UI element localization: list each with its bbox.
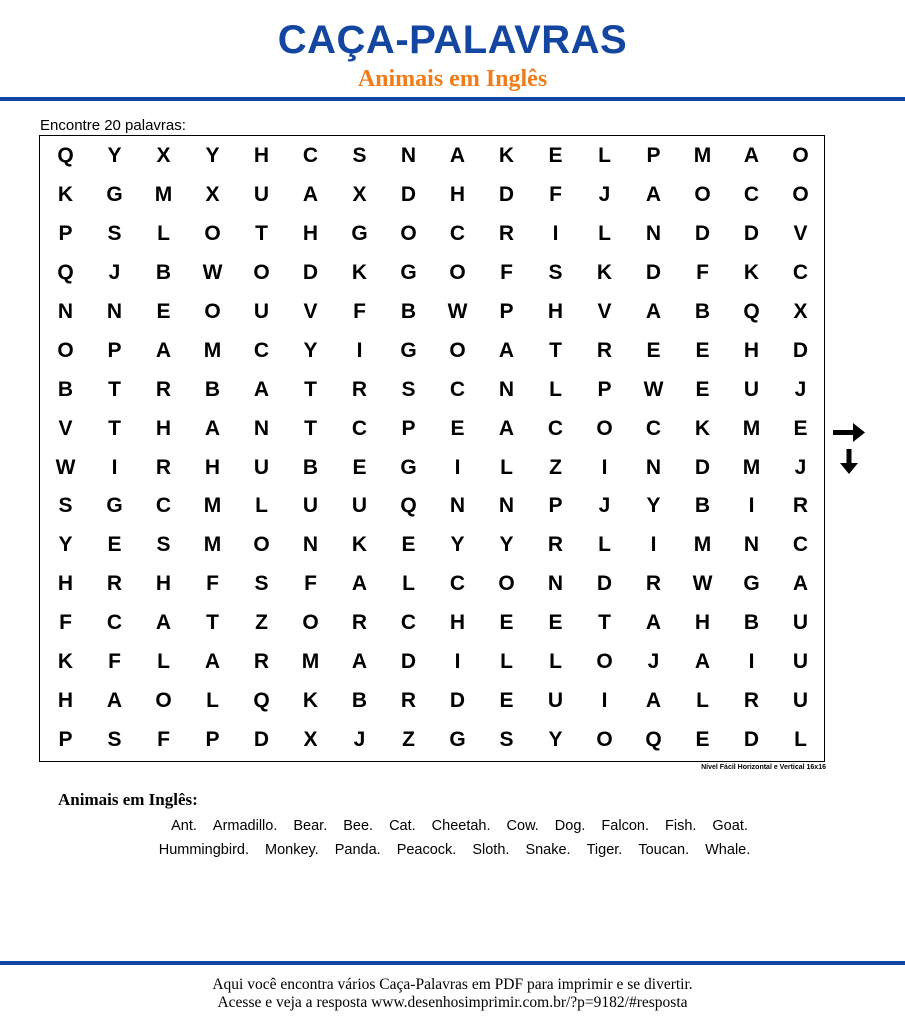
grid-letter[interactable]: E bbox=[695, 727, 710, 751]
level-label: Nível Fácil Horizontal e Vertical 16x16 bbox=[701, 764, 826, 771]
grid-letter[interactable]: N bbox=[498, 377, 515, 401]
grid-letter[interactable]: S bbox=[548, 261, 563, 285]
down-arrow-icon bbox=[831, 447, 867, 477]
grid-letter[interactable]: G bbox=[400, 261, 417, 285]
word-list-item: Bear. bbox=[293, 818, 328, 834]
grid-letter[interactable]: P bbox=[499, 300, 514, 323]
letter-grid bbox=[41, 137, 825, 759]
grid-letter[interactable]: S bbox=[107, 727, 122, 751]
grid-letter[interactable]: H bbox=[449, 183, 466, 207]
grid-letter[interactable]: O bbox=[253, 261, 270, 285]
grid-letter[interactable]: E bbox=[548, 611, 563, 635]
grid-letter[interactable]: U bbox=[253, 455, 270, 479]
grid-letter[interactable]: L bbox=[500, 650, 513, 674]
grid-letter[interactable]: K bbox=[351, 533, 368, 557]
grid-letter[interactable]: S bbox=[352, 144, 367, 168]
grid-letter[interactable]: Y bbox=[107, 144, 122, 168]
grid-letter[interactable]: A bbox=[694, 650, 711, 674]
grid-letter[interactable]: C bbox=[253, 338, 270, 362]
grid-letter[interactable]: K bbox=[57, 650, 74, 674]
grid-letter[interactable]: C bbox=[792, 261, 809, 285]
grid-letter[interactable]: B bbox=[694, 300, 711, 323]
grid-letter[interactable]: U bbox=[792, 611, 809, 635]
grid-letter[interactable]: H bbox=[449, 611, 466, 635]
grid-letter[interactable]: I bbox=[601, 455, 608, 479]
grid-letter[interactable]: C bbox=[449, 572, 466, 596]
grid-letter[interactable]: Z bbox=[549, 455, 562, 479]
right-arrow-icon bbox=[831, 418, 867, 448]
word-list-item: Goat. bbox=[712, 818, 748, 834]
grid-letter[interactable]: P bbox=[58, 222, 73, 246]
grid-letter[interactable]: L bbox=[598, 144, 611, 168]
grid-letter[interactable]: D bbox=[645, 261, 662, 285]
grid-letter[interactable]: L bbox=[157, 222, 170, 246]
grid-letter[interactable]: I bbox=[601, 688, 608, 712]
grid-letter[interactable]: D bbox=[792, 338, 809, 362]
grid-letter[interactable]: D bbox=[253, 727, 270, 751]
grid-letter[interactable]: Y bbox=[548, 727, 563, 751]
grid-letter[interactable]: A bbox=[743, 144, 760, 168]
grid-letter[interactable]: O bbox=[204, 222, 221, 246]
grid-letter[interactable]: C bbox=[449, 377, 466, 401]
grid-letter[interactable]: H bbox=[204, 455, 221, 479]
grid-letter[interactable]: K bbox=[596, 261, 613, 285]
grid-letter[interactable]: X bbox=[205, 183, 220, 207]
grid-letter[interactable]: K bbox=[694, 416, 711, 440]
grid-letter[interactable]: C bbox=[743, 183, 760, 207]
grid-letter[interactable]: I bbox=[454, 455, 461, 479]
grid-letter[interactable]: O bbox=[694, 183, 711, 207]
grid-letter[interactable]: B bbox=[57, 377, 74, 401]
grid-letter[interactable]: E bbox=[646, 338, 661, 362]
word-list-item: Monkey. bbox=[264, 842, 319, 858]
grid-letter[interactable]: R bbox=[498, 222, 515, 246]
grid-letter[interactable]: K bbox=[57, 183, 74, 207]
grid-letter[interactable]: U bbox=[547, 688, 564, 712]
grid-letter[interactable]: W bbox=[202, 261, 223, 285]
grid-letter[interactable]: D bbox=[694, 222, 711, 246]
grid-letter[interactable]: P bbox=[107, 338, 122, 362]
grid-letter[interactable]: Z bbox=[255, 611, 268, 635]
grid-letter[interactable]: L bbox=[549, 650, 562, 674]
grid-letter[interactable]: F bbox=[549, 183, 562, 207]
grid-letter[interactable]: X bbox=[156, 144, 171, 168]
grid-letter[interactable]: L bbox=[549, 377, 562, 401]
grid-letter[interactable]: R bbox=[155, 455, 172, 479]
grid-letter[interactable]: N bbox=[106, 300, 123, 323]
grid-letter[interactable]: U bbox=[792, 688, 809, 712]
grid-letter[interactable]: X bbox=[793, 300, 808, 323]
grid-letter[interactable]: V bbox=[793, 222, 808, 246]
grid-letter[interactable]: N bbox=[645, 222, 662, 246]
word-list-item: Cow. bbox=[506, 818, 539, 834]
grid-letter[interactable]: I bbox=[111, 455, 118, 479]
grid-letter[interactable]: C bbox=[400, 611, 417, 635]
grid-letter[interactable]: F bbox=[206, 572, 219, 596]
footer-divider bbox=[0, 961, 905, 965]
grid-letter[interactable]: V bbox=[58, 416, 73, 440]
grid-letter[interactable]: R bbox=[106, 572, 123, 596]
grid-letter[interactable]: B bbox=[302, 455, 319, 479]
grid-letter[interactable]: B bbox=[351, 688, 368, 712]
grid-letter[interactable]: U bbox=[743, 377, 760, 401]
grid-letter[interactable]: R bbox=[596, 338, 613, 362]
grid-letter[interactable]: K bbox=[743, 261, 760, 285]
grid-letter[interactable]: K bbox=[498, 144, 515, 168]
grid-letter[interactable]: O bbox=[792, 183, 809, 207]
grid-letter[interactable]: P bbox=[401, 416, 416, 440]
grid-letter[interactable]: A bbox=[155, 338, 172, 362]
grid-letter[interactable]: A bbox=[302, 183, 319, 207]
grid-letter[interactable]: P bbox=[646, 144, 661, 168]
grid-letter[interactable]: W bbox=[692, 572, 713, 596]
grid-letter[interactable]: S bbox=[401, 377, 416, 401]
grid-letter[interactable]: J bbox=[794, 377, 807, 401]
word-list-item: Armadillo. bbox=[212, 818, 278, 834]
grid-letter[interactable]: S bbox=[156, 533, 171, 557]
grid-letter[interactable]: D bbox=[302, 261, 319, 285]
grid-letter[interactable]: L bbox=[598, 222, 611, 246]
grid-letter[interactable]: L bbox=[206, 688, 219, 712]
grid-letter[interactable]: J bbox=[598, 183, 611, 207]
grid-letter[interactable]: D bbox=[694, 455, 711, 479]
grid-letter[interactable]: E bbox=[499, 611, 514, 635]
header-divider bbox=[0, 97, 905, 101]
grid-letter[interactable]: E bbox=[499, 688, 514, 712]
grid-letter[interactable]: A bbox=[204, 416, 221, 440]
word-list-item: Whale. bbox=[705, 842, 751, 858]
grid-letter[interactable]: H bbox=[547, 300, 564, 323]
grid-letter[interactable]: D bbox=[743, 727, 760, 751]
grid-letter[interactable]: E bbox=[695, 377, 710, 401]
grid-letter[interactable]: R bbox=[155, 377, 172, 401]
grid-letter[interactable]: J bbox=[598, 494, 611, 518]
grid-letter[interactable]: E bbox=[107, 533, 122, 557]
grid-letter[interactable]: E bbox=[401, 533, 416, 557]
grid-letter[interactable]: E bbox=[695, 338, 710, 362]
grid-letter[interactable]: U bbox=[253, 300, 270, 323]
grid-letter[interactable]: G bbox=[106, 494, 123, 518]
grid-letter[interactable]: D bbox=[400, 650, 417, 674]
grid-letter[interactable]: O bbox=[253, 533, 270, 557]
grid-letter[interactable]: V bbox=[597, 300, 612, 323]
grid-letter[interactable]: S bbox=[107, 222, 122, 246]
grid-letter[interactable]: O bbox=[449, 338, 466, 362]
grid-letter[interactable]: B bbox=[694, 494, 711, 518]
grid-letter[interactable]: M bbox=[742, 416, 761, 440]
grid-letter[interactable]: Y bbox=[205, 144, 220, 168]
grid-letter[interactable]: F bbox=[157, 727, 170, 751]
grid-letter[interactable]: F bbox=[696, 261, 709, 285]
grid-letter[interactable]: A bbox=[645, 611, 662, 635]
grid-letter[interactable]: Q bbox=[57, 144, 74, 168]
grid-letter[interactable]: B bbox=[743, 611, 760, 635]
grid-letter[interactable]: R bbox=[792, 494, 809, 518]
grid-letter[interactable]: F bbox=[108, 650, 121, 674]
word-list-item: Bee. bbox=[343, 818, 374, 834]
word-list-item: Toucan. bbox=[638, 842, 690, 858]
grid-letter[interactable]: E bbox=[793, 416, 808, 440]
grid-letter[interactable]: P bbox=[205, 727, 220, 751]
footer-line-2: Acesse e veja a resposta www.desenhosimprimir.com.br/?p=9182/#resposta bbox=[217, 994, 688, 1011]
grid-letter[interactable]: H bbox=[302, 222, 319, 246]
word-list-item: Falcon. bbox=[601, 818, 649, 834]
grid-letter[interactable]: O bbox=[498, 572, 515, 596]
grid-letter[interactable]: K bbox=[351, 261, 368, 285]
grid-letter[interactable]: M bbox=[742, 455, 761, 479]
grid-letter[interactable]: R bbox=[743, 688, 760, 712]
grid-letter[interactable]: L bbox=[402, 572, 415, 596]
grid-letter[interactable]: I bbox=[650, 533, 657, 557]
word-list-title: Animais em Inglês: bbox=[58, 790, 198, 809]
grid-letter[interactable]: Y bbox=[646, 494, 661, 518]
grid-letter[interactable]: Q bbox=[743, 300, 760, 323]
grid-letter[interactable]: T bbox=[108, 416, 121, 440]
grid-letter[interactable]: T bbox=[206, 611, 219, 635]
grid-letter[interactable]: F bbox=[304, 572, 317, 596]
grid-letter[interactable]: E bbox=[352, 455, 367, 479]
grid-letter[interactable]: Q bbox=[57, 261, 74, 285]
grid-letter[interactable]: T bbox=[304, 377, 317, 401]
grid-letter[interactable]: D bbox=[449, 688, 466, 712]
word-list-item: Snake. bbox=[525, 842, 571, 858]
grid-letter[interactable]: L bbox=[255, 494, 268, 518]
grid-letter[interactable]: N bbox=[400, 144, 417, 168]
grid-letter[interactable]: O bbox=[400, 222, 417, 246]
footer-line-1: Aqui você encontra vários Caça-Palavras em PDF para imprimir e se divertir. bbox=[212, 976, 693, 993]
grid-letter[interactable]: D bbox=[743, 222, 760, 246]
grid-letter[interactable]: D bbox=[596, 572, 613, 596]
grid-letter[interactable]: N bbox=[302, 533, 319, 557]
grid-letter[interactable]: C bbox=[302, 144, 319, 168]
grid-letter[interactable]: B bbox=[400, 300, 417, 323]
grid-letter[interactable]: M bbox=[154, 183, 173, 207]
grid-letter[interactable]: Q bbox=[253, 688, 270, 712]
grid-letter[interactable]: M bbox=[203, 533, 222, 557]
word-list-row-2 bbox=[0, 842, 905, 858]
grid-letter[interactable]: J bbox=[647, 650, 660, 674]
grid-letter[interactable]: N bbox=[253, 416, 270, 440]
grid-letter[interactable]: C bbox=[645, 416, 662, 440]
grid-letter[interactable]: D bbox=[498, 183, 515, 207]
grid-letter[interactable]: T bbox=[108, 377, 121, 401]
instructions: Encontre 20 palavras: bbox=[40, 117, 186, 134]
grid-letter[interactable]: H bbox=[57, 572, 74, 596]
grid-letter[interactable]: I bbox=[454, 650, 461, 674]
word-list-item: Tiger. bbox=[586, 842, 623, 858]
grid-letter[interactable]: A bbox=[155, 611, 172, 635]
grid-letter[interactable]: G bbox=[743, 572, 760, 596]
grid-letter[interactable]: J bbox=[794, 455, 807, 479]
grid-letter[interactable]: S bbox=[58, 494, 73, 518]
grid-letter[interactable]: J bbox=[108, 261, 121, 285]
grid-letter[interactable]: E bbox=[548, 144, 563, 168]
grid-letter[interactable]: A bbox=[645, 688, 662, 712]
page-title: CAÇA-PALAVRAS bbox=[277, 18, 628, 62]
grid-letter[interactable]: A bbox=[498, 338, 515, 362]
grid-letter[interactable]: Y bbox=[450, 533, 465, 557]
grid-letter[interactable]: A bbox=[645, 183, 662, 207]
grid-letter[interactable]: W bbox=[447, 300, 468, 323]
word-list-item: Fish. bbox=[664, 818, 697, 834]
grid-letter[interactable]: M bbox=[693, 533, 712, 557]
grid-letter[interactable]: B bbox=[204, 377, 221, 401]
grid-letter[interactable]: C bbox=[792, 533, 809, 557]
word-list-item: Peacock. bbox=[396, 842, 457, 858]
grid-letter[interactable]: H bbox=[57, 688, 74, 712]
grid-letter[interactable]: X bbox=[303, 727, 318, 751]
grid-letter[interactable]: L bbox=[157, 650, 170, 674]
grid-letter[interactable]: R bbox=[400, 688, 417, 712]
grid-letter[interactable]: T bbox=[304, 416, 317, 440]
grid-letter[interactable]: R bbox=[351, 377, 368, 401]
grid-letter[interactable]: F bbox=[353, 300, 366, 323]
grid-letter[interactable]: S bbox=[254, 572, 269, 596]
grid-letter[interactable]: P bbox=[548, 494, 563, 518]
grid-letter[interactable]: Q bbox=[645, 727, 662, 751]
grid-letter[interactable]: Y bbox=[499, 533, 514, 557]
grid-letter[interactable]: G bbox=[351, 222, 368, 246]
grid-letter[interactable]: O bbox=[596, 416, 613, 440]
grid-letter[interactable]: G bbox=[106, 183, 123, 207]
grid-letter[interactable]: A bbox=[106, 688, 123, 712]
grid-letter[interactable]: F bbox=[500, 261, 513, 285]
grid-letter[interactable]: A bbox=[253, 377, 270, 401]
grid-letter[interactable]: O bbox=[302, 611, 319, 635]
grid-letter[interactable]: R bbox=[351, 611, 368, 635]
grid-letter[interactable]: A bbox=[351, 572, 368, 596]
grid-letter[interactable]: Y bbox=[58, 533, 73, 557]
grid-letter[interactable]: I bbox=[552, 222, 559, 246]
grid-letter[interactable]: T bbox=[549, 338, 562, 362]
grid-letter[interactable]: Q bbox=[400, 494, 417, 518]
grid-letter[interactable]: R bbox=[547, 533, 564, 557]
grid-letter[interactable]: A bbox=[449, 144, 466, 168]
grid-letter[interactable]: D bbox=[400, 183, 417, 207]
word-list-item: Hummingbird. bbox=[158, 842, 249, 858]
grid-letter[interactable]: P bbox=[58, 727, 73, 751]
grid-letter[interactable]: G bbox=[400, 338, 417, 362]
grid-letter[interactable]: N bbox=[57, 300, 74, 323]
grid-letter[interactable]: V bbox=[303, 300, 318, 323]
grid-letter[interactable]: S bbox=[499, 727, 514, 751]
grid-letter[interactable]: U bbox=[351, 494, 368, 518]
grid-letter[interactable]: I bbox=[356, 338, 363, 362]
grid-letter[interactable]: A bbox=[351, 650, 368, 674]
page-subtitle: Animais em Inglês bbox=[357, 66, 548, 92]
grid-letter[interactable]: L bbox=[794, 727, 807, 751]
grid-letter[interactable]: M bbox=[301, 650, 320, 674]
grid-letter[interactable]: H bbox=[155, 416, 172, 440]
grid-letter[interactable]: E bbox=[156, 300, 171, 323]
grid-letter[interactable]: N bbox=[645, 455, 662, 479]
grid-letter[interactable]: I bbox=[748, 650, 755, 674]
grid-letter[interactable]: M bbox=[203, 338, 222, 362]
grid-letter[interactable]: A bbox=[204, 650, 221, 674]
grid-letter[interactable]: N bbox=[743, 533, 760, 557]
grid-letter[interactable]: O bbox=[449, 261, 466, 285]
word-list-item: Ant. bbox=[171, 818, 197, 834]
grid-letter[interactable]: W bbox=[55, 455, 76, 479]
grid-letter[interactable]: H bbox=[694, 611, 711, 635]
grid-letter[interactable]: L bbox=[500, 455, 513, 479]
grid-letter[interactable]: U bbox=[792, 650, 809, 674]
grid-letter[interactable]: A bbox=[645, 300, 662, 323]
grid-letter[interactable]: N bbox=[547, 572, 564, 596]
grid-letter[interactable]: J bbox=[353, 727, 366, 751]
grid-letter[interactable]: L bbox=[696, 688, 709, 712]
grid-letter[interactable]: E bbox=[450, 416, 465, 440]
grid-letter[interactable]: K bbox=[302, 688, 319, 712]
grid-letter[interactable]: P bbox=[597, 377, 612, 401]
grid-letter[interactable]: W bbox=[643, 377, 664, 401]
grid-letter[interactable]: R bbox=[253, 650, 270, 674]
grid-letter[interactable]: C bbox=[106, 611, 123, 635]
word-list-item: Panda. bbox=[334, 842, 381, 858]
grid-letter[interactable]: A bbox=[792, 572, 809, 596]
grid-letter[interactable]: C bbox=[155, 494, 172, 518]
grid-letter[interactable]: N bbox=[449, 494, 466, 518]
grid-letter[interactable]: N bbox=[498, 494, 515, 518]
grid-letter[interactable]: I bbox=[748, 494, 755, 518]
grid-letter[interactable]: M bbox=[693, 144, 712, 168]
grid-letter[interactable]: H bbox=[155, 572, 172, 596]
grid-letter[interactable]: C bbox=[547, 416, 564, 440]
grid-letter[interactable]: T bbox=[598, 611, 611, 635]
grid-letter[interactable]: U bbox=[253, 183, 270, 207]
word-list-item: Sloth. bbox=[472, 842, 510, 858]
grid-letter[interactable]: Y bbox=[303, 338, 318, 362]
grid-letter[interactable]: O bbox=[596, 727, 613, 751]
grid-letter[interactable]: B bbox=[155, 261, 172, 285]
grid-letter[interactable]: U bbox=[302, 494, 319, 518]
grid-letter[interactable]: L bbox=[598, 533, 611, 557]
grid-letter[interactable]: A bbox=[498, 416, 515, 440]
grid-letter[interactable]: H bbox=[743, 338, 760, 362]
grid-letter[interactable]: C bbox=[351, 416, 368, 440]
grid-letter[interactable]: F bbox=[59, 611, 72, 635]
grid-letter[interactable]: G bbox=[449, 727, 466, 751]
word-list-row-1 bbox=[0, 818, 905, 834]
grid-letter[interactable]: O bbox=[596, 650, 613, 674]
grid-letter[interactable]: Z bbox=[402, 727, 415, 751]
grid-letter[interactable]: X bbox=[352, 183, 367, 207]
grid-letter[interactable]: T bbox=[255, 222, 268, 246]
grid-letter[interactable]: G bbox=[400, 455, 417, 479]
grid-letter[interactable]: R bbox=[645, 572, 662, 596]
grid-letter[interactable]: O bbox=[792, 144, 809, 168]
grid-letter[interactable]: C bbox=[449, 222, 466, 246]
grid-letter[interactable]: M bbox=[203, 494, 222, 518]
grid-letter[interactable]: O bbox=[57, 338, 74, 362]
grid-letter[interactable]: H bbox=[253, 144, 270, 168]
word-list-item: Cheetah. bbox=[431, 818, 491, 834]
grid-letter[interactable]: O bbox=[155, 688, 172, 712]
word-list-item: Cat. bbox=[389, 818, 416, 834]
word-list-item: Dog. bbox=[554, 818, 586, 834]
grid-letter[interactable]: O bbox=[204, 300, 221, 323]
